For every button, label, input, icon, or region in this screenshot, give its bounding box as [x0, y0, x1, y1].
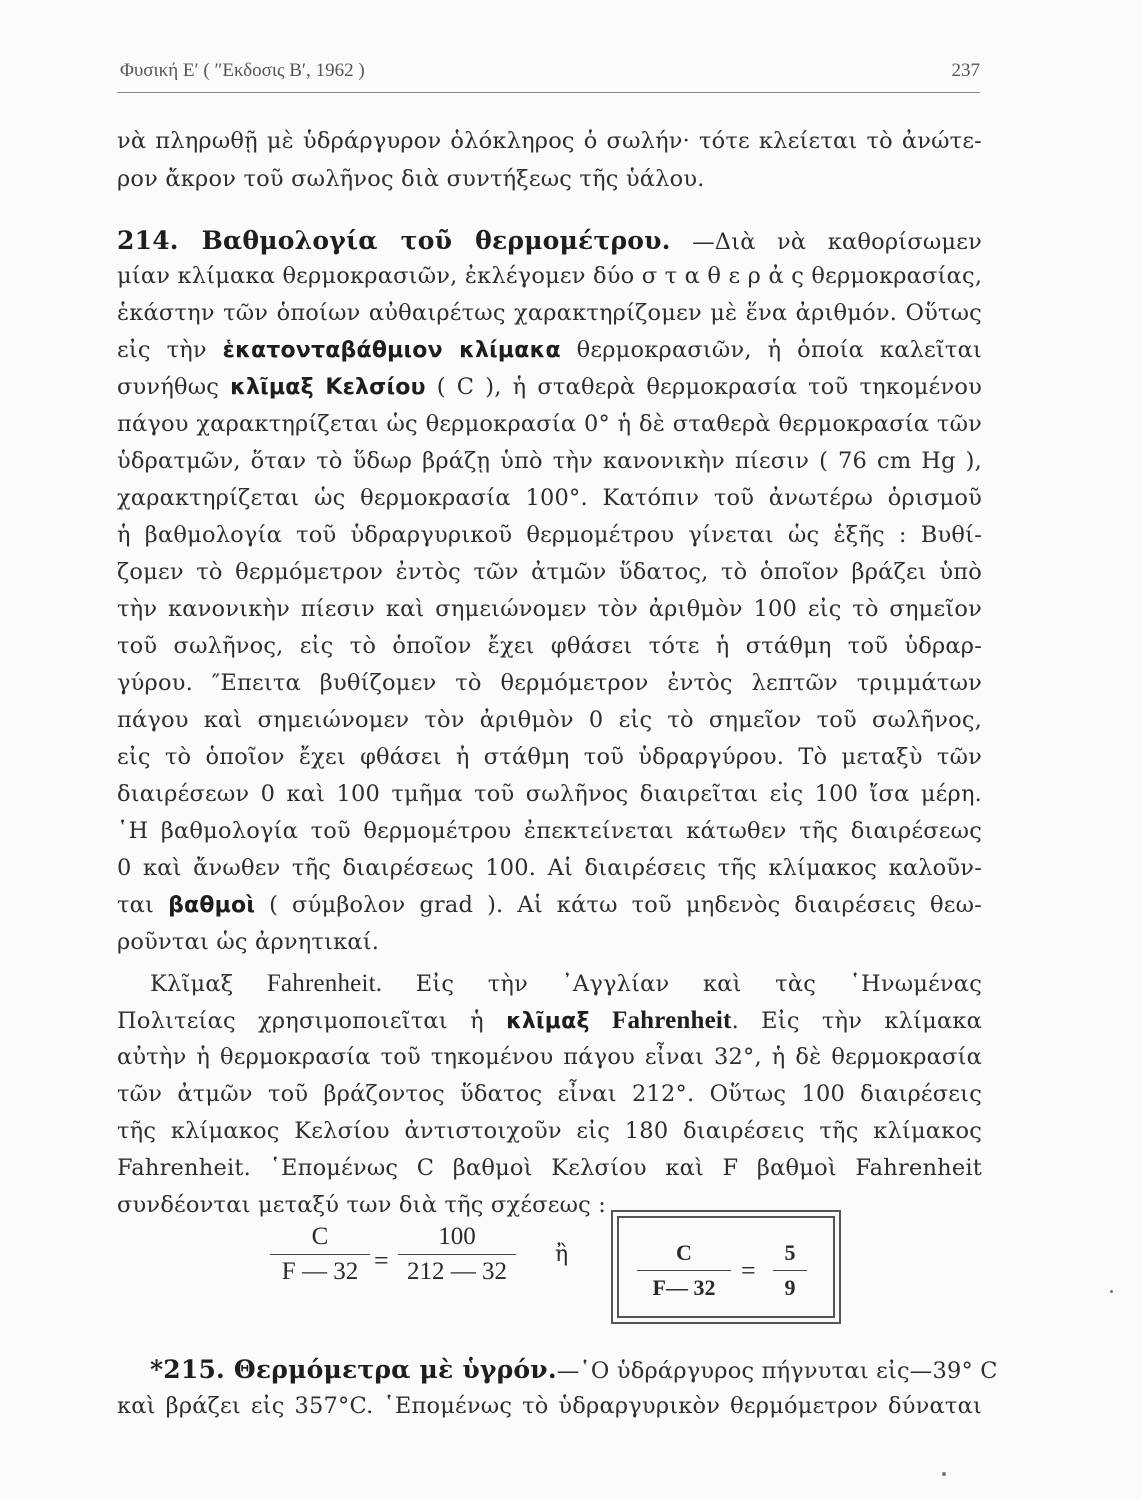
page-number: 237	[951, 60, 980, 81]
text-fragment: —Διὰ νὰ καθορίσωμεν	[692, 229, 982, 255]
text-line: εἰς τὸ ὁποῖον ἔχει φθάσει ἡ στάθμη τοῦ ὑδραργύρου. Τὸ μεταξὺ τῶν	[117, 744, 982, 770]
text-line: αὐτὴν ἡ θερμοκρασία τοῦ τηκομένου πάγου εἶναι 32°, ἡ δὲ θερμοκρασία	[117, 1044, 982, 1070]
running-header	[120, 60, 980, 90]
text-line: πάγου χαρακτηρίζεται ὡς θερμοκρασία 0° ἡ δὲ σταθερὰ θερμοκρασία τῶν	[117, 411, 982, 437]
text-line	[117, 1007, 982, 1043]
numerator: C	[676, 1240, 692, 1265]
fraction-100-over-180	[398, 1222, 516, 1287]
numerator: 100	[438, 1223, 476, 1250]
term-degrees: βαθμοὶ	[168, 893, 256, 918]
text-line: ρον ἄκρον τοῦ σωλῆνος διὰ συντήξεως τῆς ὑάλου.	[117, 166, 705, 192]
fraction-bar	[773, 1270, 807, 1271]
text-line: ἡ βαθμολογία τοῦ ὑδραργυρικοῦ θερμομέτρου γίνεται ὡς ἑξῆς : Βυθί-	[117, 522, 982, 548]
or-word: ἢ	[555, 1242, 569, 1267]
text-fragment: Fahrenheit.	[266, 970, 383, 997]
text-line: καὶ βράζει εἰς 357°C. ῾Επομένως τὸ ὑδραργυρικὸν θερμόμετρον δύναται	[117, 1393, 982, 1419]
text-fragment: . Εἰς τὴν κλίμακα	[731, 1008, 982, 1034]
fraction-c-over-f-bold	[637, 1238, 731, 1303]
fraction-bar	[398, 1254, 516, 1255]
paper-speck	[942, 1472, 946, 1476]
text-fragment: ( C ), ἡ σταθερὰ θερμοκρασία τοῦ τηκομένου	[436, 374, 982, 400]
text-line	[117, 337, 982, 373]
denominator: F — 32	[281, 1258, 359, 1285]
text-fragment: ( σύμβολον grad ). Αἱ κάτω τοῦ μηδενὸς διαιρέσεις θεω-	[269, 892, 983, 918]
text-line: τῆς κλίμακος Κελσίου ἀντιστοιχοῦν εἰς 180 διαιρέσεις τῆς κλίμακος	[117, 1118, 982, 1144]
text-fragment: Πολιτείας χρησιμοποιεῖται ἡ	[117, 1008, 484, 1034]
text-line	[117, 892, 982, 928]
boxed-formula	[611, 1210, 841, 1324]
term-fahrenheit-scale: κλῖμαξ	[506, 1009, 590, 1034]
text-line: γύρου. ″Επειτα βυθίζομεν τὸ θερμόμετρον ἐντὸς λεπτῶν τριμμάτων	[117, 670, 982, 696]
section-215-heading-line	[150, 1355, 998, 1391]
text-line: νὰ πληρωθῇ μὲ ὑδράργυρον ὁλόκληρος ὁ σωλήν· τότε κλείεται τὸ ἀνώτε-	[117, 128, 982, 154]
text-line: 0 καὶ ἄνωθεν τῆς διαιρέσεως 100. Αἱ διαιρέσεις τῆς κλίμακος καλοῦν-	[117, 855, 982, 881]
fraction-bar	[637, 1270, 731, 1271]
text-line: τοῦ σωλῆνος, εἰς τὸ ὁποῖον ἔχει φθάσει τότε ἡ στάθμη τοῦ ὑδραρ-	[117, 633, 982, 659]
numerator: C	[311, 1223, 329, 1250]
text-line: συνδέονται μεταξύ των διὰ τῆς σχέσεως :	[117, 1192, 607, 1218]
text-line: πάγου καὶ σημειώνομεν τὸν ἀριθμὸν 0 εἰς τὸ σημεῖον τοῦ σωλῆνος,	[117, 707, 982, 733]
denominator: F— 32	[652, 1275, 716, 1300]
numerator: 5	[784, 1240, 796, 1265]
text-fragment: —῾Ο ὑδράργυρος πήγνυται εἰς—39° C	[556, 1358, 998, 1384]
text-line	[117, 374, 982, 410]
text-fragment: συνήθως	[117, 374, 220, 400]
text-line: ὑδρατμῶν, ὅταν τὸ ὕδωρ βράζῃ ὑπὸ τὴν κανονικὴν πίεσιν ( 76 cm Hg ),	[117, 448, 982, 474]
denominator: 212 — 32	[407, 1258, 507, 1285]
text-line: ἑκάστην τῶν ὁποίων αὐθαιρέτως χαρακτηρίζομεν μὲ ἕνα ἀριθμόν. Οὕτως	[117, 300, 982, 326]
section-215-title: *215. Θερμόμετρα μὲ ὑγρόν.	[150, 1355, 557, 1384]
equals-sign: =	[741, 1256, 756, 1285]
header-title: Φυσική Ε′ ( ″Εκδοσις Β′, 1962 )	[120, 60, 365, 81]
term-celsius-scale: κλῖμαξ Κελσίου	[230, 375, 426, 400]
text-line: χαρακτηρίζεται ὡς θερμοκρασία 100°. Κατόπιν τοῦ ἀνωτέρω ὁρισμοῦ	[117, 485, 982, 511]
text-line: διαιρέσεων 0 καὶ 100 τμῆμα τοῦ σωλῆνος διαιρεῖται εἰς 100 ἴσα μέρη.	[117, 781, 982, 807]
text-fragment: εἰς τὴν	[117, 337, 207, 363]
text-line: Fahrenheit. ῾Επομένως C βαθμοὶ Κελσίου καὶ F βαθμοὶ Fahrenheit	[117, 1155, 982, 1181]
text-line: ζομεν τὸ θερμόμετρον ἐντὸς τῶν ἀτμῶν ὕδατος, τὸ ὁποῖον βράζει ὑπὸ	[117, 559, 982, 585]
text-fragment: Εἰς τὴν ᾿Αγγλίαν καὶ τὰς ῾Ηνωμένας	[415, 971, 983, 997]
term-centigrade-scale: ἑκατονταβάθμιον κλίμακα	[222, 338, 561, 363]
text-fragment: θερμοκρασιῶν, ἡ ὁποία καλεῖται	[576, 337, 982, 363]
paper-speck	[1110, 1290, 1113, 1293]
denominator: 9	[784, 1275, 796, 1300]
fahrenheit-paragraph-start	[150, 970, 982, 1006]
text-line: τῶν ἀτμῶν τοῦ βράζοντος ὕδατος εἶναι 212°. Οὕτως 100 διαιρέσεις	[117, 1081, 982, 1107]
text-line: ροῦνται ὡς ἀρνητικαί.	[117, 929, 380, 955]
text-line: τὴν κανονικὴν πίεσιν καὶ σημειώνομεν τὸν ἀριθμὸν 100 εἰς τὸ σημεῖον	[117, 596, 982, 622]
fraction-5-over-9	[773, 1238, 807, 1303]
fraction-c-over-f	[270, 1222, 370, 1287]
header-rule	[117, 92, 980, 93]
text-line: ῾Η βαθμολογία τοῦ θερμομέτρου ἐπεκτείνεται κάτωθεν τῆς διαιρέσεως	[117, 818, 982, 844]
fraction-bar	[270, 1254, 370, 1255]
equals-sign: =	[374, 1246, 389, 1275]
text-fragment: ται	[117, 892, 155, 918]
section-214-heading-line	[117, 226, 982, 262]
section-214-title: 214. Βαθμολογία τοῦ θερμομέτρου.	[117, 226, 671, 255]
term-fahrenheit: Fahrenheit	[611, 1007, 732, 1034]
text-fragment: Κλῖμαξ	[150, 971, 234, 997]
text-line: μίαν κλίμακα θερμοκρασιῶν, ἐκλέγομεν δύο σ τ α θ ε ρ ἀ ς θερμοκρασίας,	[117, 263, 983, 289]
